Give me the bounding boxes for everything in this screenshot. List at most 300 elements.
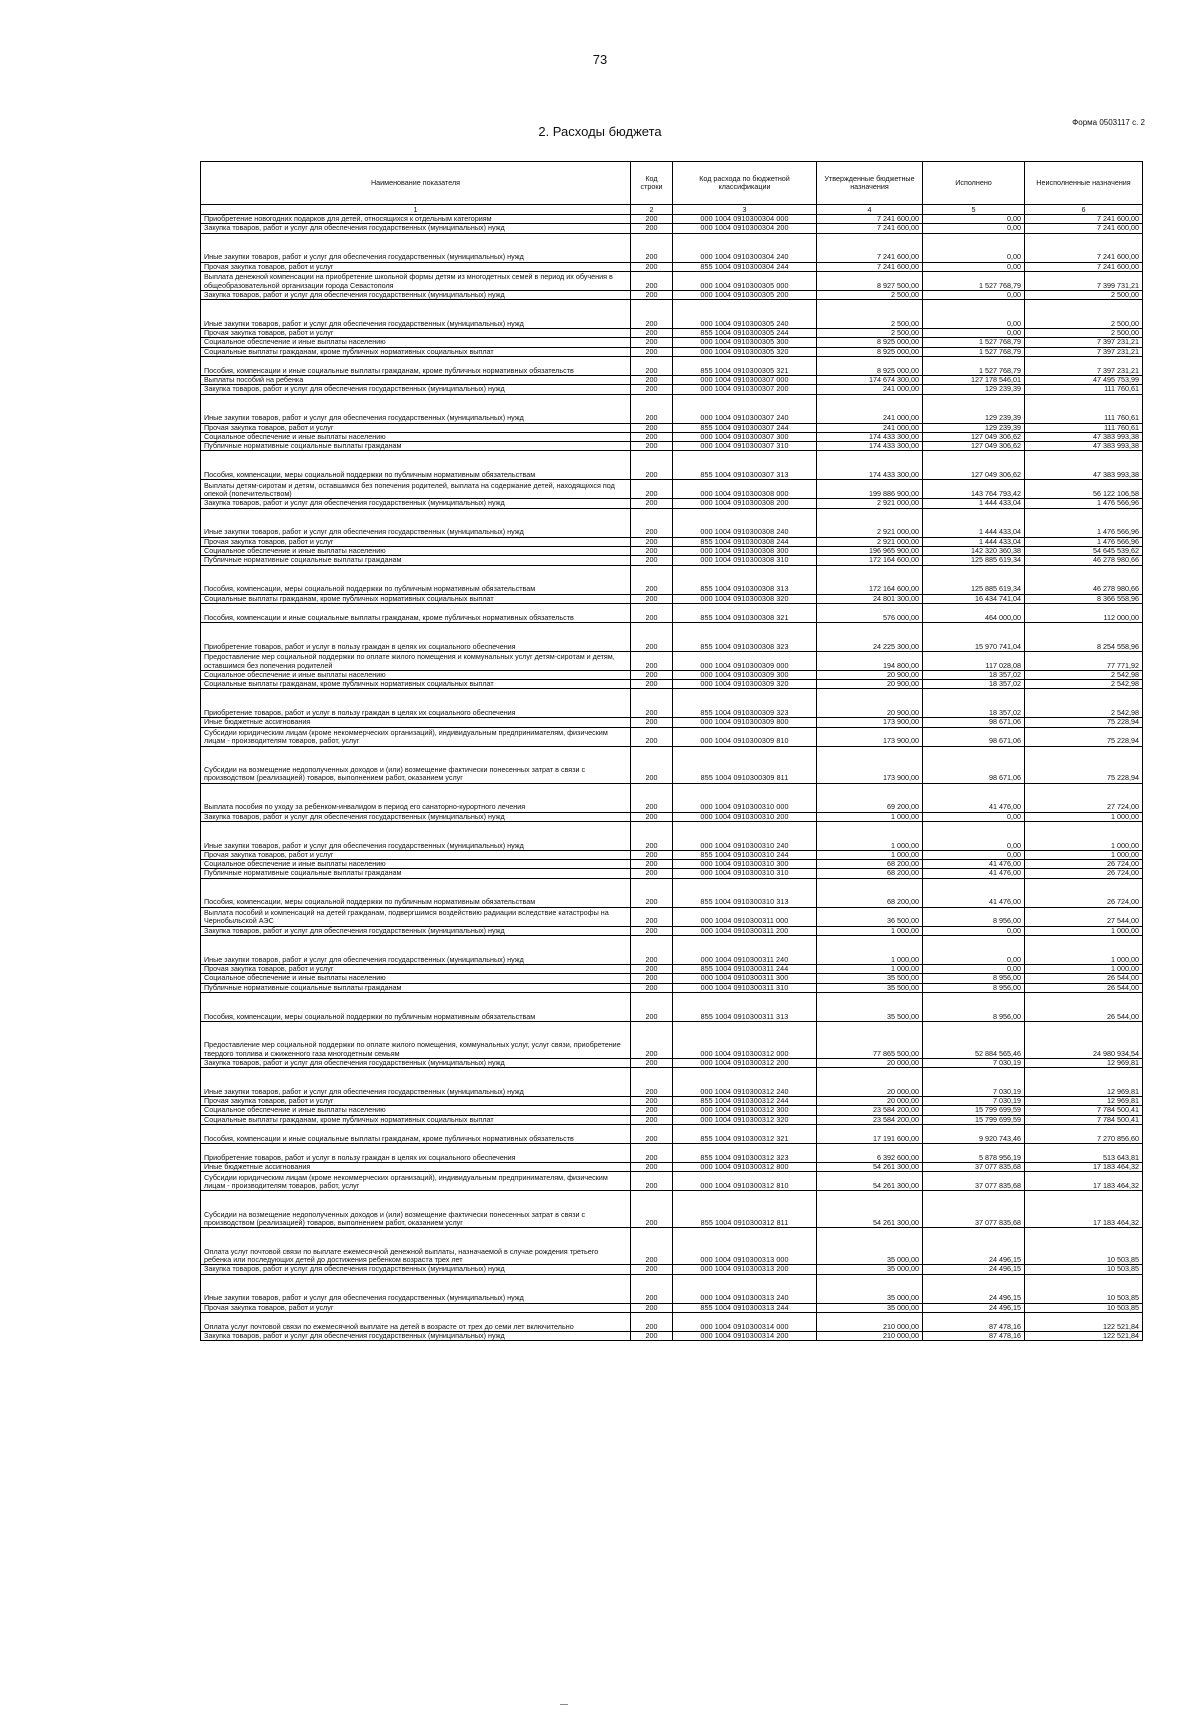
row-unexecuted: 8 366 558,96	[1025, 594, 1143, 603]
table-row	[201, 480, 1143, 499]
row-approved: 36 500,00	[817, 907, 923, 926]
row-name: Публичные нормативные социальные выплаты гражданам	[201, 869, 631, 878]
row-name: Социальное обеспечение и иные выплаты населению	[201, 860, 631, 869]
table-row	[201, 651, 1143, 670]
row-executed: 37 077 835,68	[923, 1163, 1025, 1172]
row-line-code: 200	[631, 442, 673, 451]
row-executed: 87 478,16	[923, 1312, 1025, 1331]
row-approved: 1 000,00	[817, 926, 923, 935]
row-budget-code: 855 1004 0910300305 321	[673, 356, 817, 375]
row-unexecuted: 24 980 934,54	[1025, 1021, 1143, 1058]
row-approved: 35 500,00	[817, 992, 923, 1021]
table-row	[201, 1144, 1143, 1163]
table-row	[201, 965, 1143, 974]
row-unexecuted: 2 500,00	[1025, 300, 1143, 329]
table-row	[201, 1303, 1143, 1312]
row-name: Иные бюджетные ассигнования	[201, 718, 631, 727]
row-name: Закупка товаров, работ и услуг для обеспечения государственных (муниципальных) нужд	[201, 1331, 631, 1340]
row-line-code: 200	[631, 1115, 673, 1124]
row-executed: 0,00	[923, 262, 1025, 271]
row-budget-code: 000 1004 0910300305 240	[673, 300, 817, 329]
table-row	[201, 1115, 1143, 1124]
row-budget-code: 855 1004 0910300313 244	[673, 1303, 817, 1312]
row-approved: 1 000,00	[817, 965, 923, 974]
table-row	[201, 860, 1143, 869]
row-line-code: 200	[631, 290, 673, 299]
table-body	[201, 215, 1143, 1341]
row-budget-code: 855 1004 0910300310 244	[673, 850, 817, 859]
table-row	[201, 992, 1143, 1021]
row-line-code: 200	[631, 869, 673, 878]
row-name: Предоставление мер социальной поддержки по оплате жилого помещения и коммунальных услуг детям-сиротам и детям, оставшимся без попечения родителей	[201, 651, 631, 670]
row-executed: 37 077 835,68	[923, 1172, 1025, 1191]
table-row	[201, 224, 1143, 233]
column-number: 5	[923, 205, 1025, 215]
row-name: Закупка товаров, работ и услуг для обеспечения государственных (муниципальных) нужд	[201, 290, 631, 299]
row-approved: 1 000,00	[817, 850, 923, 859]
row-executed: 0,00	[923, 821, 1025, 850]
row-approved: 174 433 300,00	[817, 432, 923, 441]
row-line-code: 200	[631, 356, 673, 375]
row-executed: 127 049 306,62	[923, 451, 1025, 480]
row-unexecuted: 10 503,85	[1025, 1228, 1143, 1265]
row-name: Приобретение товаров, работ и услуг в пользу граждан в целях их социального обеспечения	[201, 689, 631, 718]
table-row	[201, 423, 1143, 432]
row-budget-code: 000 1004 0910300313 240	[673, 1274, 817, 1303]
row-name: Закупка товаров, работ и услуг для обеспечения государственных (муниципальных) нужд	[201, 926, 631, 935]
row-line-code: 200	[631, 594, 673, 603]
table-row	[201, 356, 1143, 375]
row-budget-code: 000 1004 0910300314 200	[673, 1331, 817, 1340]
row-approved: 199 886 900,00	[817, 480, 923, 499]
row-line-code: 200	[631, 499, 673, 508]
row-line-code: 200	[631, 727, 673, 746]
row-executed: 52 884 565,46	[923, 1021, 1025, 1058]
row-budget-code: 855 1004 0910300312 323	[673, 1144, 817, 1163]
row-name: Выплаты детям-сиротам и детям, оставшимся без попечения родителей, выплата на содержание детей, находящихся под опекой (попечительством)	[201, 480, 631, 499]
budget-expenses-table	[200, 161, 1143, 1341]
row-executed: 0,00	[923, 965, 1025, 974]
row-budget-code: 000 1004 0910300309 800	[673, 718, 817, 727]
row-unexecuted: 1 000,00	[1025, 821, 1143, 850]
row-approved: 174 674 300,00	[817, 375, 923, 384]
row-budget-code: 000 1004 0910300311 240	[673, 936, 817, 965]
row-name: Социальные выплаты гражданам, кроме публичных нормативных социальных выплат	[201, 1115, 631, 1124]
row-name: Иные бюджетные ассигнования	[201, 1163, 631, 1172]
row-approved: 68 200,00	[817, 878, 923, 907]
row-executed: 1 527 768,79	[923, 347, 1025, 356]
row-unexecuted: 7 397 231,21	[1025, 347, 1143, 356]
row-line-code: 200	[631, 1144, 673, 1163]
row-unexecuted: 2 542,98	[1025, 680, 1143, 689]
table-row	[201, 338, 1143, 347]
row-executed: 7 030,19	[923, 1068, 1025, 1097]
row-line-code: 200	[631, 680, 673, 689]
row-approved: 7 241 600,00	[817, 233, 923, 262]
row-name: Социальные выплаты гражданам, кроме публичных нормативных социальных выплат	[201, 347, 631, 356]
table-row	[201, 1125, 1143, 1144]
table-row	[201, 1163, 1143, 1172]
row-executed: 1 527 768,79	[923, 338, 1025, 347]
row-executed: 0,00	[923, 926, 1025, 935]
row-unexecuted: 1 000,00	[1025, 965, 1143, 974]
row-executed: 0,00	[923, 300, 1025, 329]
table-row	[201, 1265, 1143, 1274]
row-executed: 129 239,39	[923, 385, 1025, 394]
row-executed: 41 476,00	[923, 878, 1025, 907]
row-executed: 1 444 433,04	[923, 537, 1025, 546]
table-row	[201, 442, 1143, 451]
row-budget-code: 855 1004 0910300308 321	[673, 603, 817, 622]
row-executed: 129 239,39	[923, 423, 1025, 432]
row-line-code: 200	[631, 300, 673, 329]
row-executed: 16 434 741,04	[923, 594, 1025, 603]
row-approved: 172 164 600,00	[817, 556, 923, 565]
row-name: Выплата пособий и компенсаций на детей гражданам, подвергшимся воздействию радиации вследствие катастрофы на Чернобыльской АЭС	[201, 907, 631, 926]
row-budget-code: 000 1004 0910300308 000	[673, 480, 817, 499]
row-line-code: 200	[631, 1191, 673, 1228]
row-line-code: 200	[631, 603, 673, 622]
row-unexecuted: 2 542,98	[1025, 689, 1143, 718]
row-unexecuted: 47 383 993,38	[1025, 451, 1143, 480]
row-executed: 18 357,02	[923, 670, 1025, 679]
row-approved: 173 900,00	[817, 727, 923, 746]
row-approved: 7 241 600,00	[817, 224, 923, 233]
row-unexecuted: 7 241 600,00	[1025, 215, 1143, 224]
row-approved: 2 500,00	[817, 329, 923, 338]
row-approved: 23 584 200,00	[817, 1106, 923, 1115]
header-name: Наименование показателя	[201, 162, 631, 205]
row-executed: 125 885 619,34	[923, 556, 1025, 565]
row-approved: 241 000,00	[817, 394, 923, 423]
row-executed: 1 444 433,04	[923, 499, 1025, 508]
row-budget-code: 000 1004 0910300308 300	[673, 546, 817, 555]
row-name: Иные закупки товаров, работ и услуг для обеспечения государственных (муниципальных) нужд	[201, 936, 631, 965]
table-row	[201, 1274, 1143, 1303]
row-line-code: 200	[631, 718, 673, 727]
row-line-code: 200	[631, 746, 673, 783]
row-unexecuted: 513 643,81	[1025, 1144, 1143, 1163]
table-row	[201, 1097, 1143, 1106]
row-executed: 24 496,15	[923, 1303, 1025, 1312]
row-executed: 125 885 619,34	[923, 565, 1025, 594]
row-executed: 0,00	[923, 329, 1025, 338]
row-name: Прочая закупка товаров, работ и услуг	[201, 850, 631, 859]
row-name: Оплата услуг почтовой связи по выплате ежемесячной денежной выплаты, назначаемой в случае рождения третьего ребенка или последующих детей до достижения ребенком возраста трех лет	[201, 1228, 631, 1265]
row-line-code: 200	[631, 1303, 673, 1312]
row-budget-code: 000 1004 0910300309 320	[673, 680, 817, 689]
row-name: Социальное обеспечение и иные выплаты населению	[201, 670, 631, 679]
row-unexecuted: 122 521,84	[1025, 1312, 1143, 1331]
row-approved: 54 261 300,00	[817, 1191, 923, 1228]
row-line-code: 200	[631, 965, 673, 974]
table-row	[201, 347, 1143, 356]
row-budget-code: 855 1004 0910300308 313	[673, 565, 817, 594]
row-approved: 24 225 300,00	[817, 622, 923, 651]
header-line-code: Код строки	[631, 162, 673, 205]
table-row	[201, 394, 1143, 423]
row-budget-code: 000 1004 0910300307 000	[673, 375, 817, 384]
row-executed: 24 496,15	[923, 1274, 1025, 1303]
row-unexecuted: 77 771,92	[1025, 651, 1143, 670]
row-budget-code: 855 1004 0910300307 313	[673, 451, 817, 480]
column-number: 3	[673, 205, 817, 215]
table-row	[201, 812, 1143, 821]
table-row	[201, 1191, 1143, 1228]
row-budget-code: 000 1004 0910300308 320	[673, 594, 817, 603]
row-name: Субсидии на возмещение недополученных доходов и (или) возмещение фактически понесенных затрат в связи с производством (реализацией) товаров, выполнением работ, оказанием услуг	[201, 746, 631, 783]
table-row	[201, 1228, 1143, 1265]
row-name: Социальное обеспечение и иные выплаты населению	[201, 338, 631, 347]
row-budget-code: 855 1004 0910300311 313	[673, 992, 817, 1021]
row-line-code: 200	[631, 423, 673, 432]
row-name: Пособия, компенсации, меры социальной поддержки по публичным нормативным обязательствам	[201, 878, 631, 907]
column-number: 6	[1025, 205, 1143, 215]
header-unexecuted: Неисполненные назначения	[1025, 162, 1143, 205]
row-line-code: 200	[631, 1097, 673, 1106]
table-row	[201, 727, 1143, 746]
table-row	[201, 432, 1143, 441]
row-budget-code: 000 1004 0910300308 310	[673, 556, 817, 565]
row-executed: 8 956,00	[923, 907, 1025, 926]
row-approved: 20 000,00	[817, 1097, 923, 1106]
table-row	[201, 385, 1143, 394]
row-executed: 127 049 306,62	[923, 432, 1025, 441]
row-line-code: 200	[631, 926, 673, 935]
table-row	[201, 680, 1143, 689]
row-executed: 15 799 699,59	[923, 1106, 1025, 1115]
row-name: Приобретение новогодних подарков для детей, относящихся к отдельным категориям	[201, 215, 631, 224]
row-executed: 8 956,00	[923, 992, 1025, 1021]
row-executed: 7 030,19	[923, 1058, 1025, 1067]
row-budget-code: 855 1004 0910300312 321	[673, 1125, 817, 1144]
column-number-row	[201, 205, 1143, 215]
row-line-code: 200	[631, 783, 673, 812]
row-executed: 0,00	[923, 936, 1025, 965]
row-line-code: 200	[631, 983, 673, 992]
row-line-code: 200	[631, 878, 673, 907]
column-number: 2	[631, 205, 673, 215]
row-approved: 77 865 500,00	[817, 1021, 923, 1058]
row-approved: 7 241 600,00	[817, 215, 923, 224]
row-name: Предоставление мер социальной поддержки по оплате жилого помещения, коммунальных услуг, услуг связи, приобретение твердого топлива и сжиженного газа многодетным семьям	[201, 1021, 631, 1058]
row-executed: 117 028,08	[923, 651, 1025, 670]
row-executed: 464 000,00	[923, 603, 1025, 622]
row-line-code: 200	[631, 907, 673, 926]
row-name: Приобретение товаров, работ и услуг в пользу граждан в целях их социального обеспечения	[201, 622, 631, 651]
table-row	[201, 329, 1143, 338]
row-unexecuted: 26 544,00	[1025, 992, 1143, 1021]
row-name: Пособия, компенсации, меры социальной поддержки по публичным нормативным обязательствам	[201, 451, 631, 480]
row-budget-code: 000 1004 0910300305 320	[673, 347, 817, 356]
row-unexecuted: 26 724,00	[1025, 878, 1143, 907]
row-name: Пособия, компенсации, меры социальной поддержки по публичным нормативным обязательствам	[201, 992, 631, 1021]
row-unexecuted: 7 241 600,00	[1025, 233, 1143, 262]
row-unexecuted: 12 969,81	[1025, 1068, 1143, 1097]
row-budget-code: 000 1004 0910300309 810	[673, 727, 817, 746]
row-line-code: 200	[631, 546, 673, 555]
row-line-code: 200	[631, 1068, 673, 1097]
table-row	[201, 869, 1143, 878]
row-approved: 35 000,00	[817, 1303, 923, 1312]
table-row	[201, 1172, 1143, 1191]
row-budget-code: 000 1004 0910300312 810	[673, 1172, 817, 1191]
row-budget-code: 000 1004 0910300311 200	[673, 926, 817, 935]
row-budget-code: 000 1004 0910300307 200	[673, 385, 817, 394]
row-name: Иные закупки товаров, работ и услуг для обеспечения государственных (муниципальных) нужд	[201, 300, 631, 329]
row-budget-code: 000 1004 0910300312 240	[673, 1068, 817, 1097]
row-unexecuted: 26 544,00	[1025, 974, 1143, 983]
row-line-code: 200	[631, 850, 673, 859]
row-line-code: 200	[631, 651, 673, 670]
row-unexecuted: 10 503,85	[1025, 1265, 1143, 1274]
table-row	[201, 262, 1143, 271]
row-unexecuted: 26 724,00	[1025, 869, 1143, 878]
row-name: Социальное обеспечение и иные выплаты населению	[201, 432, 631, 441]
row-approved: 2 921 000,00	[817, 508, 923, 537]
row-name: Пособия, компенсации и иные социальные выплаты гражданам, кроме публичных нормативных обязательств	[201, 1125, 631, 1144]
row-unexecuted: 7 241 600,00	[1025, 262, 1143, 271]
row-budget-code: 855 1004 0910300312 811	[673, 1191, 817, 1228]
row-approved: 196 965 900,00	[817, 546, 923, 555]
row-unexecuted: 112 000,00	[1025, 603, 1143, 622]
table-row	[201, 850, 1143, 859]
row-approved: 172 164 600,00	[817, 565, 923, 594]
row-name: Социальное обеспечение и иные выплаты населению	[201, 1106, 631, 1115]
row-name: Социальное обеспечение и иные выплаты населению	[201, 546, 631, 555]
row-name: Публичные нормативные социальные выплаты гражданам	[201, 983, 631, 992]
table-row	[201, 499, 1143, 508]
table-row	[201, 821, 1143, 850]
row-executed: 98 671,06	[923, 727, 1025, 746]
table-row	[201, 1068, 1143, 1097]
row-budget-code: 000 1004 0910300305 200	[673, 290, 817, 299]
row-line-code: 200	[631, 508, 673, 537]
row-name: Публичные нормативные социальные выплаты гражданам	[201, 556, 631, 565]
row-budget-code: 000 1004 0910300308 240	[673, 508, 817, 537]
row-budget-code: 000 1004 0910300307 300	[673, 432, 817, 441]
row-executed: 41 476,00	[923, 783, 1025, 812]
row-name: Субсидии юридическим лицам (кроме некоммерческих организаций), индивидуальным предпринимателям, физическим лицам - производителям товаров, работ, услуг	[201, 727, 631, 746]
row-line-code: 200	[631, 338, 673, 347]
table-row	[201, 215, 1143, 224]
table-row	[201, 1021, 1143, 1058]
row-executed: 41 476,00	[923, 869, 1025, 878]
row-approved: 35 000,00	[817, 1265, 923, 1274]
row-approved: 194 800,00	[817, 651, 923, 670]
row-budget-code: 000 1004 0910300312 320	[673, 1115, 817, 1124]
row-name: Оплата услуг почтовой связи по ежемесячной выплате на детей в возрасте от трех до семи лет включительно	[201, 1312, 631, 1331]
row-name: Социальные выплаты гражданам, кроме публичных нормативных социальных выплат	[201, 680, 631, 689]
row-budget-code: 000 1004 0910300304 200	[673, 224, 817, 233]
column-number: 1	[201, 205, 631, 215]
row-line-code: 200	[631, 821, 673, 850]
row-unexecuted: 12 969,81	[1025, 1097, 1143, 1106]
row-budget-code: 000 1004 0910300309 000	[673, 651, 817, 670]
row-budget-code: 000 1004 0910300309 300	[673, 670, 817, 679]
row-approved: 20 000,00	[817, 1068, 923, 1097]
row-approved: 17 191 600,00	[817, 1125, 923, 1144]
row-approved: 20 900,00	[817, 680, 923, 689]
row-line-code: 200	[631, 1021, 673, 1058]
row-unexecuted: 75 228,94	[1025, 746, 1143, 783]
table-header-row	[201, 162, 1143, 205]
row-name: Социальные выплаты гражданам, кроме публичных нормативных социальных выплат	[201, 594, 631, 603]
row-unexecuted: 7 270 856,60	[1025, 1125, 1143, 1144]
row-unexecuted: 26 544,00	[1025, 983, 1143, 992]
row-unexecuted: 111 760,61	[1025, 385, 1143, 394]
row-budget-code: 000 1004 0910300307 240	[673, 394, 817, 423]
header-approved: Утвержденные бюджетные назначения	[817, 162, 923, 205]
row-executed: 0,00	[923, 215, 1025, 224]
row-approved: 69 200,00	[817, 783, 923, 812]
row-unexecuted: 1 000,00	[1025, 936, 1143, 965]
row-approved: 35 500,00	[817, 983, 923, 992]
row-executed: 9 920 743,46	[923, 1125, 1025, 1144]
row-approved: 35 000,00	[817, 1228, 923, 1265]
row-approved: 1 000,00	[817, 821, 923, 850]
row-name: Пособия, компенсации и иные социальные выплаты гражданам, кроме публичных нормативных обязательств	[201, 603, 631, 622]
row-executed: 0,00	[923, 233, 1025, 262]
table-row	[201, 233, 1143, 262]
row-unexecuted: 27 724,00	[1025, 783, 1143, 812]
row-unexecuted: 17 183 464,32	[1025, 1172, 1143, 1191]
row-approved: 6 392 600,00	[817, 1144, 923, 1163]
row-unexecuted: 111 760,61	[1025, 394, 1143, 423]
row-approved: 20 900,00	[817, 689, 923, 718]
row-approved: 1 000,00	[817, 936, 923, 965]
row-executed: 24 496,15	[923, 1228, 1025, 1265]
table-row	[201, 878, 1143, 907]
row-unexecuted: 1 000,00	[1025, 850, 1143, 859]
row-line-code: 200	[631, 1172, 673, 1191]
row-unexecuted: 7 399 731,21	[1025, 271, 1143, 290]
row-executed: 127 178 546,01	[923, 375, 1025, 384]
row-approved: 2 921 000,00	[817, 537, 923, 546]
row-line-code: 200	[631, 375, 673, 384]
row-executed: 1 527 768,79	[923, 271, 1025, 290]
row-name: Закупка товаров, работ и услуг для обеспечения государственных (муниципальных) нужд	[201, 385, 631, 394]
row-line-code: 200	[631, 262, 673, 271]
row-name: Социальное обеспечение и иные выплаты населению	[201, 974, 631, 983]
row-line-code: 200	[631, 347, 673, 356]
row-executed: 18 357,02	[923, 689, 1025, 718]
row-approved: 2 921 000,00	[817, 499, 923, 508]
row-name: Иные закупки товаров, работ и услуг для обеспечения государственных (муниципальных) нужд	[201, 1068, 631, 1097]
row-line-code: 200	[631, 1265, 673, 1274]
row-unexecuted: 7 784 500,41	[1025, 1106, 1143, 1115]
table-row	[201, 594, 1143, 603]
section-title: 2. Расходы бюджета	[538, 124, 662, 139]
column-number: 4	[817, 205, 923, 215]
row-executed: 7 030,19	[923, 1097, 1025, 1106]
row-approved: 54 261 300,00	[817, 1163, 923, 1172]
row-unexecuted: 47 495 753,99	[1025, 375, 1143, 384]
row-line-code: 200	[631, 1228, 673, 1265]
row-budget-code: 000 1004 0910300314 000	[673, 1312, 817, 1331]
row-executed: 0,00	[923, 850, 1025, 859]
row-budget-code: 855 1004 0910300310 313	[673, 878, 817, 907]
row-name: Приобретение товаров, работ и услуг в пользу граждан в целях их социального обеспечения	[201, 1144, 631, 1163]
row-executed: 8 956,00	[923, 974, 1025, 983]
table-row	[201, 375, 1143, 384]
table-row	[201, 537, 1143, 546]
row-name: Прочая закупка товаров, работ и услуг	[201, 329, 631, 338]
row-unexecuted: 2 542,98	[1025, 670, 1143, 679]
row-budget-code: 000 1004 0910300312 000	[673, 1021, 817, 1058]
row-executed: 37 077 835,68	[923, 1191, 1025, 1228]
row-name: Публичные нормативные социальные выплаты гражданам	[201, 442, 631, 451]
